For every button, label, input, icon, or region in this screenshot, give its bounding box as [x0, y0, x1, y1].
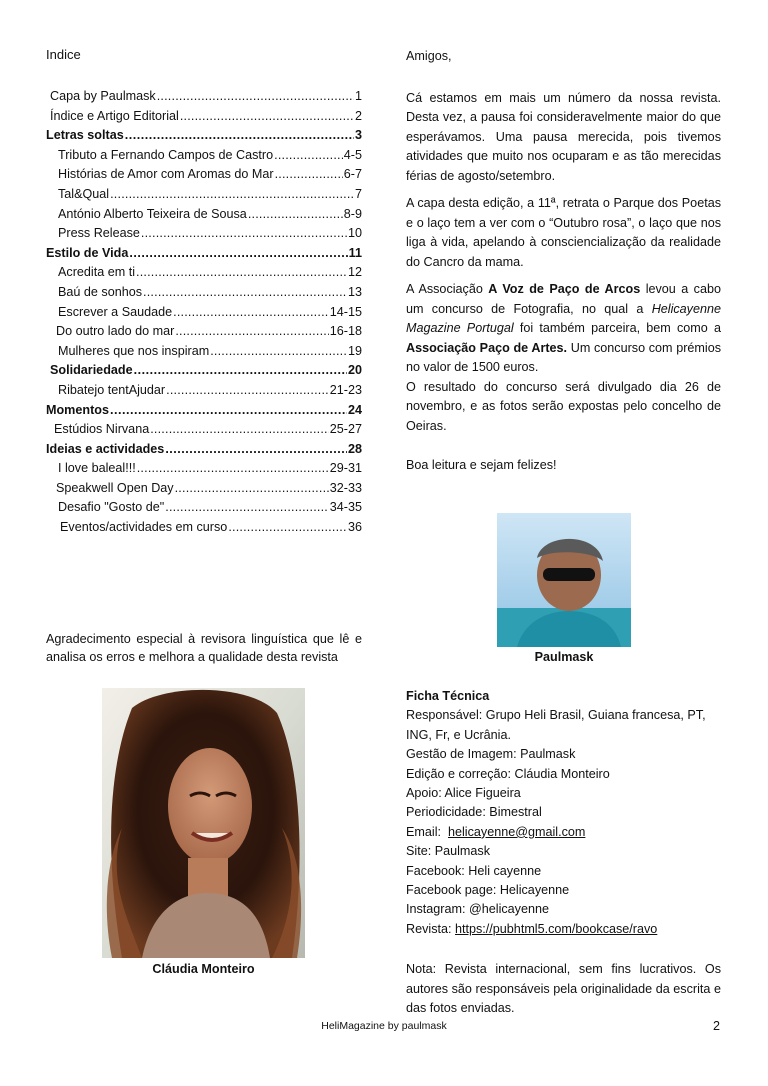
toc-entry-page: 20 [347, 363, 362, 378]
toc-entry-label: António Alberto Teixeira de Sousa [58, 206, 247, 221]
instagram-line: Instagram: @helicayenne [406, 902, 549, 917]
toc-entry-label: Capa by Paulmask [50, 89, 156, 103]
toc-entry-label: Acredita em ti [58, 265, 135, 280]
toc-entry[interactable] [46, 207, 362, 227]
toc-entry[interactable] [46, 167, 362, 187]
toc-entry-page: 13 [347, 284, 362, 299]
toc-leader-dots [210, 344, 347, 358]
toc-entry-label: Solidariedade [50, 363, 133, 378]
toc-entry-label: Eventos/actividades em curso [60, 520, 228, 535]
toc-entry[interactable] [46, 461, 362, 481]
responsible-line: Responsável: Grupo Heli Brasil, Guiana francesa, PT, ING, Fr, e Ucrânia. [406, 708, 706, 742]
toc-entry-page: 14-15 [329, 304, 362, 319]
facebook-line: Facebook: Heli cayenne [406, 863, 542, 878]
toc-entry-page: 34-35 [329, 500, 362, 515]
toc-entry-page: 16-18 [329, 324, 362, 339]
toc-leader-dots [248, 207, 343, 221]
email-label: Email: [406, 824, 448, 839]
toc-entry-page: 1 [354, 89, 362, 103]
toc-leader-dots [150, 422, 329, 436]
letter-paragraph-1: Cá estamos em mais um número da nossa revista. Desta vez, a pausa foi consideravelmente maior do que esperávamos. Uma pausa merecida, pois tivemos atividades que muito nos ocuparam e as tão merecidas férias de agosto/setembro. [406, 90, 721, 183]
toc-entry-label: Do outro lado do mar [56, 324, 175, 339]
toc-leader-dots [136, 265, 347, 279]
toc-entry-label: Baú de sonhos [58, 284, 143, 299]
technical-sheet-title: Ficha Técnica [406, 689, 490, 703]
email-link[interactable]: helicayenne@gmail.com [448, 824, 586, 839]
toc-entry-page: 29-31 [329, 461, 362, 476]
toc-leader-dots [134, 363, 347, 377]
toc-leader-dots [137, 461, 329, 475]
toc-entry-page: 32-33 [329, 480, 362, 495]
toc-list [46, 89, 362, 540]
toc-entry-label: I love baleal!!! [58, 461, 136, 476]
toc-entry[interactable] [46, 403, 362, 423]
toc-entry-page: 28 [347, 441, 362, 456]
toc-entry[interactable] [46, 128, 362, 148]
toc-leader-dots [165, 500, 329, 514]
toc-entry[interactable] [46, 226, 362, 246]
toc-entry-label: Ribatejo tentAjudar [58, 382, 166, 397]
p3-magazine-name: Helicayenne Magazine Portugal [406, 301, 721, 335]
toc-leader-dots [175, 481, 329, 495]
magazine-url-link[interactable]: https://pubhtml5.com/bookcase/ravo [455, 921, 658, 936]
toc-entry-page: 24 [347, 402, 362, 417]
periodicity-line: Periodicidade: Bimestral [406, 805, 542, 820]
toc-entry-page: 11 [348, 245, 362, 260]
toc-leader-dots [275, 167, 343, 181]
table-of-contents [46, 47, 362, 540]
toc-entry-page: 12 [347, 265, 362, 280]
toc-entry[interactable] [46, 363, 362, 383]
toc-leader-dots [175, 324, 328, 338]
paulmask-portrait-image [497, 513, 631, 647]
toc-leader-dots [125, 128, 354, 142]
p3-text-g: Um concurso com prémios no valor de 1500 euros. [406, 340, 721, 374]
toc-leader-dots [165, 442, 347, 456]
page-number: 2 [713, 1019, 721, 1033]
toc-entry[interactable] [46, 148, 362, 168]
editing-line: Edição e correção: Cláudia Monteiro [406, 766, 610, 781]
paulmask-caption: Paulmask [534, 650, 594, 664]
toc-entry-page: 19 [347, 343, 362, 358]
toc-entry-label: Tal&Qual [58, 186, 110, 201]
toc-entry-label: Escrever a Saudade [58, 304, 173, 319]
toc-entry[interactable] [46, 285, 362, 305]
p3-text-c: levou a cabo um concurso de Fotografia, no qual a [406, 282, 721, 316]
toc-entry[interactable] [46, 442, 362, 462]
toc-entry-page: 21-23 [329, 382, 362, 397]
toc-entry[interactable] [46, 305, 362, 325]
p3-text-a: A Associação [406, 282, 489, 296]
toc-entry-label: Letras soltas [46, 128, 124, 143]
letter-paragraph-4: O resultado do concurso será divulgado dia 26 de novembro, e as fotos serão expostas pelo concelho de Oeiras. [406, 379, 721, 433]
toc-entry-label: Estilo de Vida [46, 245, 129, 260]
magazine-url-label: Revista: [406, 921, 455, 936]
paulmask-photo [497, 513, 631, 647]
toc-leader-dots [143, 285, 347, 299]
toc-entry-page: 8-9 [343, 206, 362, 221]
toc-entry-page: 3 [354, 128, 362, 143]
toc-entry[interactable] [46, 344, 362, 364]
technical-sheet [406, 687, 721, 939]
claudia-caption: Cláudia Monteiro [152, 962, 255, 976]
toc-entry-page: 36 [347, 520, 362, 535]
toc-entry-label: Desafio "Gosto de" [58, 500, 165, 515]
p3-partner-name: Associação Paço de Artes. [406, 340, 568, 355]
letter-paragraph-2: A capa desta edição, a 11ª, retrata o Parque dos Poetas e o laço tem a ver com o “Outubro rosa”, o laço que nos liga à vida, apelando à consciencialização da realidade do Cancro da mama. [406, 196, 721, 269]
toc-entry-label: Estúdios Nirvana [54, 422, 150, 437]
letter-paragraph-3 [406, 280, 721, 378]
site-line: Site: Paulmask [406, 844, 490, 859]
letter-greeting: Amigos, [406, 49, 452, 63]
page-footer: HeliMagazine by paulmask [321, 1020, 447, 1032]
toc-leader-dots [141, 226, 347, 240]
toc-entry[interactable] [46, 520, 362, 540]
toc-entry[interactable] [46, 422, 362, 442]
toc-leader-dots [228, 520, 347, 534]
toc-leader-dots [110, 403, 347, 417]
letter-closing: Boa leitura e sejam felizes! [406, 458, 557, 472]
toc-entry-page: 10 [347, 226, 362, 241]
claudia-photo [102, 688, 305, 958]
toc-entry-label: Momentos [46, 402, 109, 417]
toc-entry[interactable] [46, 187, 362, 207]
toc-entry-label: Histórias de Amor com Aromas do Mar [58, 167, 274, 182]
toc-entry-page: 7 [354, 186, 362, 201]
toc-entry-label: Press Release [58, 226, 140, 241]
toc-entry-label: Mulheres que nos inspiram [58, 343, 210, 358]
toc-leader-dots [274, 148, 343, 162]
toc-entry[interactable] [46, 324, 362, 344]
toc-leader-dots [129, 246, 347, 260]
toc-entry-page: 6-7 [343, 167, 362, 182]
toc-title: Indice [46, 47, 81, 62]
image-management-line: Gestão de Imagem: Paulmask [406, 747, 576, 762]
toc-entry-page: 2 [354, 108, 362, 123]
acknowledgement-text: Agradecimento especial à revisora linguística que lê e analisa os erros e melhora a qualidade desta revista [46, 632, 362, 664]
p3-text-e: foi também parceira, bem como a [513, 321, 721, 335]
toc-entry[interactable] [46, 246, 362, 266]
toc-leader-dots [110, 187, 354, 201]
toc-entry[interactable] [46, 89, 362, 109]
toc-leader-dots [166, 383, 329, 397]
facebook-page-line: Facebook page: Helicayenne [406, 883, 570, 898]
toc-entry-page: 25-27 [329, 422, 362, 437]
toc-entry[interactable] [46, 500, 362, 520]
toc-entry[interactable] [46, 481, 362, 501]
toc-entry-label: Speakwell Open Day [56, 480, 174, 495]
toc-leader-dots [157, 89, 354, 103]
claudia-portrait-image [102, 688, 305, 958]
editorial-letter [406, 47, 721, 476]
toc-leader-dots [180, 109, 354, 123]
toc-entry[interactable] [46, 265, 362, 285]
p3-association-name: A Voz de Paço de Arcos [488, 282, 641, 296]
toc-entry-page: 4-5 [343, 147, 362, 162]
magazine-url-line [406, 920, 721, 939]
email-line [406, 823, 721, 842]
toc-leader-dots [173, 305, 329, 319]
toc-entry[interactable] [46, 109, 362, 129]
toc-entry-label: Ideias e actividades [46, 441, 165, 456]
support-line: Apoio: Alice Figueira [406, 786, 521, 801]
disclaimer-note: Nota: Revista internacional, sem fins lucrativos. Os autores são responsáveis pela originalidade da escrita e das fotos enviadas. [406, 962, 721, 1015]
toc-entry-label: Tributo a Fernando Campos de Castro [58, 147, 274, 162]
toc-entry-label: Índice e Artigo Editorial [50, 108, 179, 123]
toc-entry[interactable] [46, 383, 362, 403]
